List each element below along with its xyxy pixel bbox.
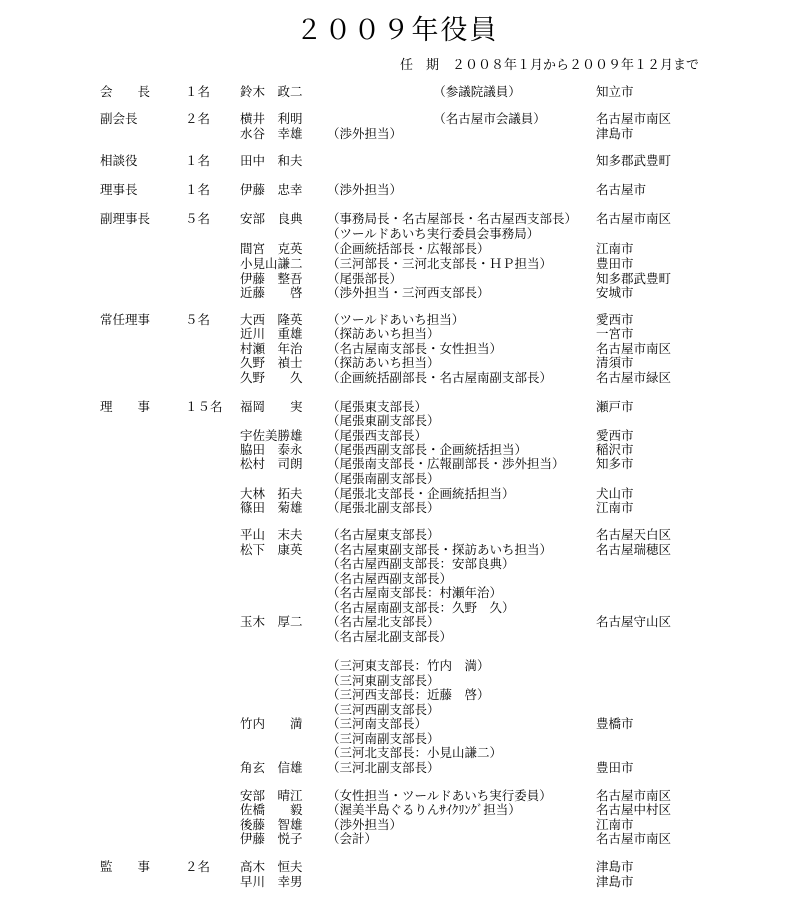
officer-row	[0, 399, 794, 414]
officer-row	[0, 802, 794, 817]
officer-place: 瀬戸市	[596, 399, 634, 414]
officer-row	[0, 226, 794, 241]
officer-duty: （事務局長・名古屋部長・名古屋西支部長）	[327, 211, 578, 226]
officer-row	[0, 585, 794, 600]
officer-duty: （名古屋東支部長）	[327, 527, 440, 542]
officer-name: 玉木 厚二	[240, 614, 303, 629]
officer-name: 村瀬 年治	[240, 341, 303, 356]
officer-row	[0, 556, 794, 571]
officer-place: 犬山市	[596, 486, 634, 501]
officer-name: 安部 晴江	[240, 788, 303, 803]
officer-duty: （参議院議員）	[327, 84, 521, 99]
officer-place: 名古屋市緑区	[596, 370, 672, 385]
officer-place: 名古屋市	[596, 182, 647, 197]
officer-name: 鈴木 政二	[240, 84, 303, 99]
officer-role: 常任理事	[100, 312, 151, 327]
officer-duty: （ツールドあいち担当）	[327, 312, 465, 327]
officer-duty: （三河西副支部長）	[327, 702, 440, 717]
officer-place: 知多郡武豊町	[596, 153, 672, 168]
officer-duty: （尾張西支部長）	[327, 428, 428, 443]
officer-count: １名	[185, 182, 211, 197]
officer-name: 久野 禎士	[240, 355, 303, 370]
officer-name: 近川 重雄	[240, 326, 303, 341]
officer-row	[0, 471, 794, 486]
officer-duty: （尾張西副支部長・企画統括担当）	[327, 442, 528, 457]
officer-place: 一宮市	[596, 326, 634, 341]
officer-name: 高木 恒夫	[240, 859, 303, 874]
officer-row	[0, 271, 794, 286]
officer-place: 江南市	[596, 241, 634, 256]
officer-duty: （名古屋南支部長：村瀬年治）	[327, 585, 503, 600]
officer-count: １名	[185, 153, 211, 168]
officer-row	[0, 84, 794, 99]
officer-duty: （名古屋西副支部長）	[327, 571, 453, 586]
officer-place: 名古屋市南区	[596, 788, 672, 803]
officer-place: 津島市	[596, 874, 634, 889]
officer-row	[0, 486, 794, 501]
officer-row	[0, 874, 794, 889]
officer-place: 名古屋中村区	[596, 802, 672, 817]
officer-row	[0, 731, 794, 746]
officer-place: 名古屋守山区	[596, 614, 672, 629]
officer-duty: （名古屋北副支部長）	[327, 629, 453, 644]
officer-row	[0, 428, 794, 443]
officer-name: 久野 久	[240, 370, 303, 385]
officer-row	[0, 370, 794, 385]
officer-place: 名古屋天白区	[596, 527, 672, 542]
officer-row	[0, 126, 794, 141]
officer-name: 水谷 幸雄	[240, 126, 303, 141]
officer-role: 監 事	[100, 859, 151, 874]
term-period: 任 期 ２００８年１月から２００９年１２月まで	[400, 58, 700, 73]
officer-place: 津島市	[596, 126, 634, 141]
officer-duty: （尾張東支部長）	[327, 399, 428, 414]
page-title: ２００９年役員	[295, 15, 499, 46]
officer-duty: （探訪あいち担当）	[327, 326, 440, 341]
officer-duty: （三河南副支部長）	[327, 731, 440, 746]
officer-name: 竹内 満	[240, 716, 303, 731]
officer-count: ２名	[185, 111, 211, 126]
officer-name: 松村 司朗	[240, 456, 303, 471]
officer-place: 豊橋市	[596, 716, 634, 731]
officer-place: 安城市	[596, 285, 634, 300]
officer-name: 伊藤 整吾	[240, 271, 303, 286]
officer-duty: （尾張南副支部長）	[327, 471, 440, 486]
officer-name: 脇田 泰永	[240, 442, 303, 457]
officer-count: １名	[185, 84, 211, 99]
officer-duty: （尾張部長）	[327, 271, 403, 286]
officer-row	[0, 413, 794, 428]
officer-duty: （ツールドあいち実行委員会事務局）	[327, 226, 540, 241]
officer-duty: （名古屋南支部長・女性担当）	[327, 341, 503, 356]
officer-duty: （三河北支部長：小見山謙二）	[327, 745, 503, 760]
officer-place: 名古屋市南区	[596, 211, 672, 226]
officer-row	[0, 500, 794, 515]
officer-name: 伊藤 忠幸	[240, 182, 303, 197]
officer-duty: （名古屋市会議員）	[327, 111, 546, 126]
officer-name: 福岡 実	[240, 399, 303, 414]
officer-row	[0, 355, 794, 370]
officer-row	[0, 600, 794, 615]
officer-duty: （渉外担当）	[327, 182, 403, 197]
officer-name: 篠田 菊雄	[240, 500, 303, 515]
officer-row	[0, 312, 794, 327]
officer-row	[0, 211, 794, 226]
officer-name: 後藤 智雄	[240, 817, 303, 832]
officer-row	[0, 456, 794, 471]
officer-row	[0, 182, 794, 197]
officer-duty: （女性担当・ツールドあいち実行委員）	[327, 788, 552, 803]
officer-row	[0, 745, 794, 760]
officer-duty: （三河北副支部長）	[327, 760, 440, 775]
officer-row	[0, 341, 794, 356]
officer-row	[0, 326, 794, 341]
officer-place: 愛西市	[596, 312, 634, 327]
officer-place: 知多郡武豊町	[596, 271, 672, 286]
officer-place: 名古屋市南区	[596, 341, 672, 356]
officer-row	[0, 817, 794, 832]
officer-row	[0, 831, 794, 846]
officer-count: ５名	[185, 211, 211, 226]
officer-place: 名古屋瑞穂区	[596, 542, 672, 557]
officer-duty: （三河西支部長：近藤 啓）	[327, 687, 490, 702]
officer-name: 田中 和夫	[240, 153, 303, 168]
officer-name: 早川 幸男	[240, 874, 303, 889]
officer-duty: （三河東支部長：竹内 満）	[327, 658, 490, 673]
officer-duty: （渉外担当・三河西支部長）	[327, 285, 490, 300]
officer-duty: （企画統括部長・広報部長）	[327, 241, 490, 256]
officer-role: 会 長	[100, 84, 151, 99]
officer-row	[0, 702, 794, 717]
officer-place: 稲沢市	[596, 442, 634, 457]
officer-row	[0, 527, 794, 542]
officer-duty: （名古屋北支部長）	[327, 614, 440, 629]
officer-duty: （渥美半島ぐるりんｻｲｸﾘﾝｸﾞ担当）	[327, 802, 521, 817]
officer-role: 理事長	[100, 182, 138, 197]
officer-row	[0, 241, 794, 256]
officer-name: 間宮 克英	[240, 241, 303, 256]
officer-duty: （渉外担当）	[327, 126, 403, 141]
officer-place: 名古屋市南区	[596, 111, 672, 126]
officer-place: 知立市	[596, 84, 634, 99]
officer-row	[0, 658, 794, 673]
officer-row	[0, 614, 794, 629]
officer-place: 清須市	[596, 355, 634, 370]
officer-row	[0, 442, 794, 457]
officer-duty: （三河南支部長）	[327, 716, 428, 731]
officer-place: 豊田市	[596, 256, 634, 271]
officer-duty: （尾張南支部長・広報副部長・渉外担当）	[327, 456, 565, 471]
officer-count: ２名	[185, 859, 211, 874]
officer-name: 伊藤 悦子	[240, 831, 303, 846]
officer-row	[0, 256, 794, 271]
officer-duty: （渉外担当）	[327, 817, 403, 832]
officer-row	[0, 542, 794, 557]
officer-place: 知多市	[596, 456, 634, 471]
officer-name: 松下 康英	[240, 542, 303, 557]
officer-duty: （尾張北支部長・企画統括担当）	[327, 486, 515, 501]
officer-name: 角玄 信雄	[240, 760, 303, 775]
officer-place: 名古屋市南区	[596, 831, 672, 846]
officer-duty: （名古屋東副支部長・探訪あいち担当）	[327, 542, 553, 557]
officer-row	[0, 571, 794, 586]
officer-duty: （尾張東副支部長）	[327, 413, 440, 428]
officer-row	[0, 716, 794, 731]
officer-name: 小見山謙二	[240, 256, 303, 271]
officer-role: 副理事長	[100, 211, 151, 226]
officer-row	[0, 859, 794, 874]
officer-duty: （名古屋南副支部長：久野 久）	[327, 600, 515, 615]
officer-count: ５名	[185, 312, 211, 327]
officer-place: 江南市	[596, 500, 634, 515]
officer-role: 相談役	[100, 153, 138, 168]
officer-name: 大西 隆英	[240, 312, 303, 327]
officer-name: 平山 末夫	[240, 527, 303, 542]
officer-duty: （企画統括副部長・名古屋南副支部長）	[327, 370, 553, 385]
officer-duty: （三河東副支部長）	[327, 673, 440, 688]
officer-role: 理 事	[100, 399, 151, 414]
officer-row	[0, 687, 794, 702]
officer-name: 大林 拓夫	[240, 486, 303, 501]
officer-row	[0, 629, 794, 644]
officer-name: 佐橋 毅	[240, 802, 303, 817]
officer-row	[0, 111, 794, 126]
officer-name: 安部 良典	[240, 211, 303, 226]
officer-duty: （会計）	[327, 831, 378, 846]
officer-place: 豊田市	[596, 760, 634, 775]
officer-row	[0, 673, 794, 688]
officer-row	[0, 153, 794, 168]
officer-count: １５名	[185, 399, 223, 414]
officer-duty: （尾張北副支部長）	[327, 500, 440, 515]
officer-row	[0, 760, 794, 775]
officer-name: 近藤 啓	[240, 285, 303, 300]
officer-name: 宇佐美勝雄	[240, 428, 303, 443]
officer-row	[0, 285, 794, 300]
officer-place: 愛西市	[596, 428, 634, 443]
officer-duty: （三河部長・三河北支部長・ＨＰ担当）	[327, 256, 553, 271]
officer-duty: （探訪あいち担当）	[327, 355, 440, 370]
officer-duty: （名古屋西副支部長：安部良典）	[327, 556, 515, 571]
officer-name: 横井 利明	[240, 111, 303, 126]
officer-place: 津島市	[596, 859, 634, 874]
officer-row	[0, 788, 794, 803]
officer-place: 江南市	[596, 817, 634, 832]
officer-role: 副会長	[100, 111, 138, 126]
